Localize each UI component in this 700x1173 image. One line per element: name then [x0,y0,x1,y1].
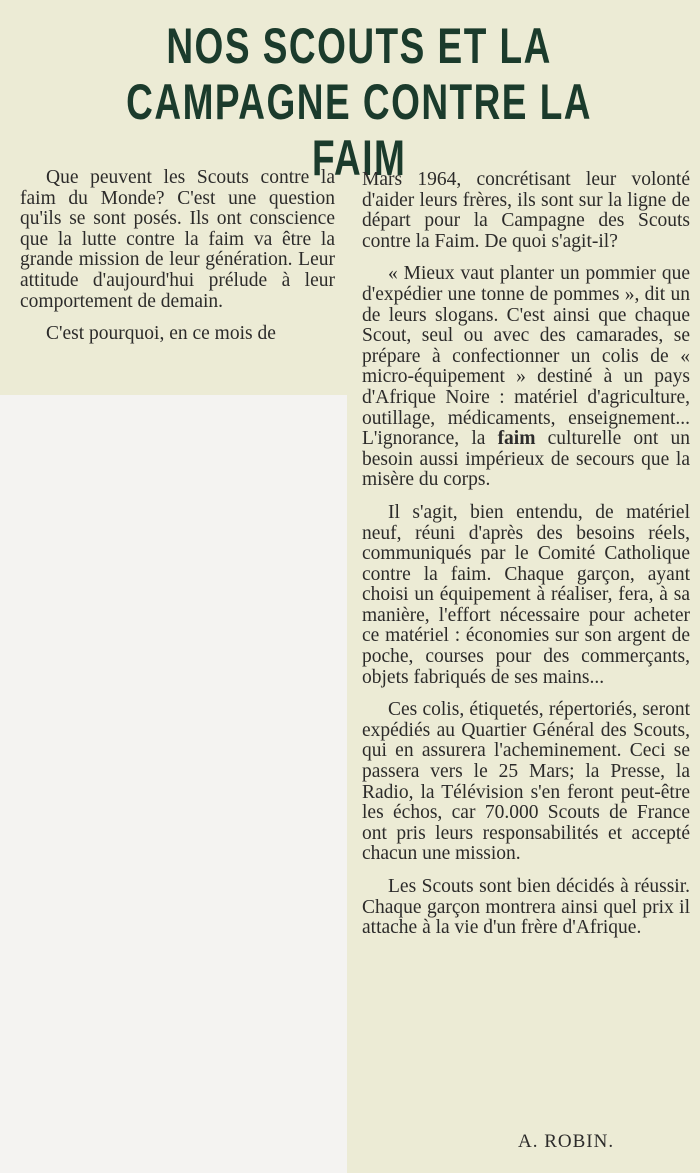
blank-page-area [0,395,347,1173]
paragraph: Il s'agit, bien entendu, de matériel neuf, réuni d'après des besoins réels, communiqués par le Comité Catholique contre la faim. Chaque garçon, ayant choisi un équipement à réaliser, fera, à sa manière, l'effort nécessaire pour acheter ce matériel : économies sur son argent de poche, courses pour des commerçants, objets fabriqués de ses mains... [362,501,690,688]
author-signature: A. ROBIN. [518,1131,615,1152]
paragraph [362,264,690,491]
paragraph-text: « Mieux vaut planter un pommier que d'expédier une tonne de pommes », dit un de leurs slogans. C'est ainsi que chaque Scout, seul ou avec des camarades, se prépare à confectionner un colis de « micro-équipement » destiné à un pays d'Afrique Noire : matériel d'agriculture, outillage, médicaments, enseignement... L'ignorance, la [362,263,690,450]
paragraph: C'est pourquoi, en ce mois de [46,323,276,345]
title-line-2: CAMPAGNE CONTRE LA FAIM [126,74,593,186]
paragraph: Que peuvent les Scouts contre la faim du Monde? C'est une question qu'ils se sont posés. Ils ont conscience que la lutte contre la faim va être la grande mission de leur génération. Leur attitude d'aujourd'hui prélude à leur comportement de demain. [20,167,335,312]
paragraph: Mars 1964, concrétisant leur volonté d'aider leurs frères, ils sont sur la ligne de départ pour la Campagne des Scouts contre la Faim. De quoi s'agit-il? [362,169,690,252]
left-column [20,168,335,345]
paragraph-text: culturelle ont un besoin aussi impérieux de secours que la misère du corps. [362,428,690,491]
paragraph: Les Scouts sont bien décidés à réussir. Chaque garçon montrera ainsi quel prix il attache à la vie d'un frère d'Afrique. [362,876,690,939]
title-line-1: NOS SCOUTS ET LA [166,18,552,74]
right-column [362,170,690,939]
bold-word: faim [497,428,536,450]
paragraph: Ces colis, étiquetés, répertoriés, seront expédiés au Quartier Général des Scouts, qui en assurera l'acheminement. Ceci se passera vers le 25 Mars; la Presse, la Radio, la Télévision s'en feront peut-être les échos, car 70.000 Scouts de France ont pris leurs responsabilités et accepté chacun une mission. [362,699,690,865]
article-title [100,18,618,186]
